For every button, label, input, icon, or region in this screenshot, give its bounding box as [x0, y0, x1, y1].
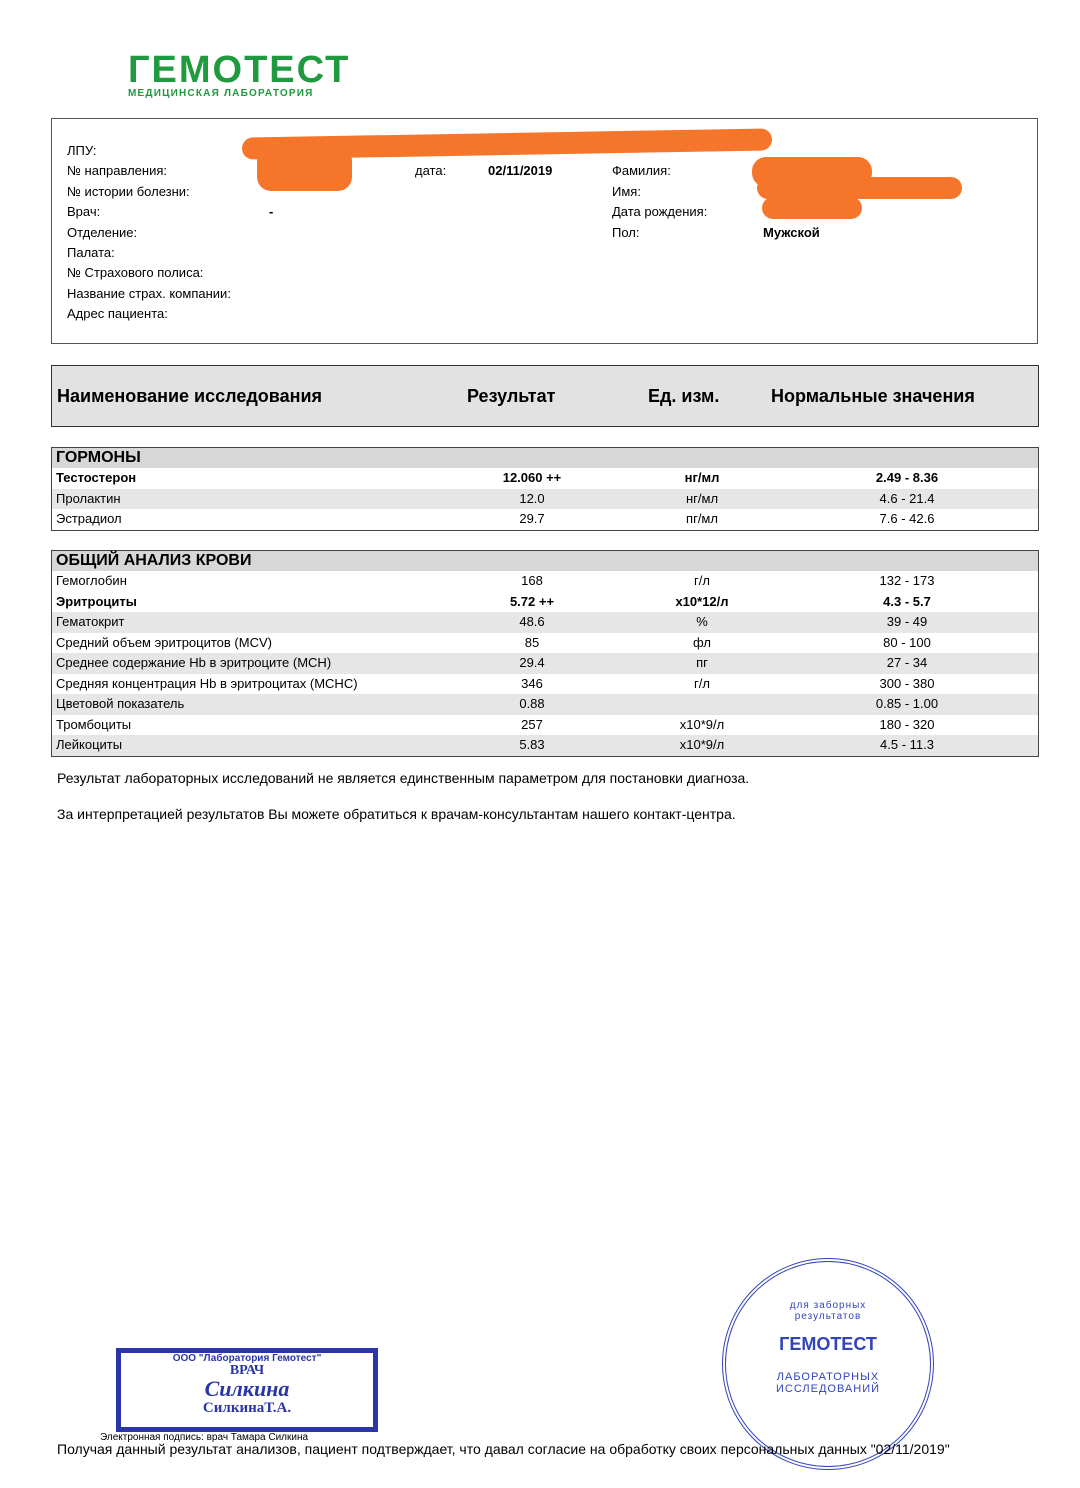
test-result: 29.4	[519, 655, 545, 670]
col-name-header: Наименование исследования	[57, 386, 323, 406]
doctor-label: Врач:	[67, 204, 101, 219]
col-result-header: Результат	[467, 386, 556, 406]
lab-round-stamp	[722, 1258, 934, 1470]
test-result: 257	[521, 716, 543, 732]
disclaimer-note: Результат лабораторных исследований не является единственным параметром для постановки диагноза.	[57, 770, 750, 786]
surname-label: Фамилия:	[612, 163, 671, 178]
consultation-note: За интерпретацией результатов Вы можете обратиться к врачам-консультантам нашего контакт-центра.	[57, 806, 736, 822]
policy-label: № Страхового полиса:	[67, 265, 204, 280]
stamp-line2: результатов	[794, 1311, 862, 1322]
test-unit: нг/мл	[684, 470, 720, 485]
table-row	[52, 633, 1038, 654]
test-result: 346	[521, 675, 543, 691]
test-unit: пг/мл	[686, 511, 718, 526]
test-result: 85	[524, 634, 540, 650]
test-norm: 4.3 - 5.7	[883, 593, 931, 609]
section-title: ОБЩИЙ АНАЛИЗ КРОВИ	[52, 551, 1038, 571]
test-unit: x10*9/л	[679, 716, 725, 732]
test-result: 5.83	[519, 737, 545, 752]
test-norm: 300 - 380	[879, 675, 935, 691]
test-name: Средний объем эритроцитов (MCV)	[56, 634, 272, 650]
name-label: Имя:	[612, 184, 641, 199]
insurer-label: Название страх. компании:	[67, 286, 231, 301]
test-result: 48.6	[519, 614, 545, 629]
stamp-line1: для заборных	[789, 1300, 867, 1311]
sex-value: Мужской	[763, 225, 820, 240]
section-blood-count	[51, 550, 1039, 757]
test-name: Эритроциты	[56, 593, 137, 609]
electronic-signature: Электронная подпись: врач Тамара Силкина	[100, 1432, 309, 1443]
test-unit: нг/мл	[685, 490, 719, 506]
test-norm: 0.85 - 1.00	[875, 696, 939, 711]
test-norm: 4.6 - 21.4	[879, 490, 935, 506]
stamp-doctor-name: СилкинаТ.А.	[202, 1400, 292, 1416]
table-row	[52, 489, 1038, 510]
consent-statement: Получая данный результат анализов, пациент подтверждает, что давал согласие на обработку своих персональных данных "02/11/2019"	[57, 1441, 950, 1457]
test-result: 5.72 ++	[509, 593, 555, 609]
test-norm: 4.5 - 11.3	[880, 737, 934, 752]
col-unit-header: Ед. изм.	[648, 386, 720, 406]
redaction-mark	[762, 197, 862, 219]
table-row	[52, 509, 1038, 530]
test-name: Средняя концентрация Hb в эритроцитах (MCHC)	[56, 675, 358, 691]
test-unit: г/л	[694, 675, 710, 691]
test-norm: 39 - 49	[886, 614, 928, 629]
test-result: 168	[521, 573, 543, 588]
test-name: Среднее содержание Hb в эритроците (MCH)	[56, 655, 332, 670]
test-name: Тромбоциты	[56, 716, 132, 732]
logo-title: ГЕМОТЕСТ	[128, 49, 351, 91]
results-table-header	[51, 365, 1039, 427]
test-name: Цветовой показатель	[56, 696, 185, 711]
signature: Силкина	[204, 1376, 290, 1401]
date-label: дата:	[415, 163, 447, 178]
table-row	[52, 653, 1038, 674]
stamp-brand: ГЕМОТЕСТ	[779, 1334, 877, 1354]
section-title: ГОРМОНЫ	[52, 448, 1038, 468]
col-norm-header: Нормальные значения	[771, 386, 975, 406]
test-unit: x10*9/л	[679, 737, 725, 752]
address-label: Адрес пациента:	[67, 306, 168, 321]
table-row	[52, 612, 1038, 633]
test-name: Гематокрит	[56, 614, 125, 629]
test-norm: 180 - 320	[879, 716, 935, 732]
doctor-stamp	[116, 1348, 378, 1432]
lab-logo	[128, 49, 351, 99]
test-norm: 132 - 173	[879, 573, 935, 588]
redaction-mark	[257, 147, 352, 191]
stamp-top-text: ООО "Лаборатория Гемотест"	[172, 1353, 322, 1364]
table-row	[52, 715, 1038, 736]
test-norm: 7.6 - 42.6	[879, 511, 935, 526]
stamp-line4: ИССЛЕДОВАНИЙ	[775, 1383, 881, 1395]
logo-subtitle: МЕДИЦИНСКАЯ ЛАБОРАТОРИЯ	[128, 88, 314, 99]
test-unit: г/л	[694, 573, 710, 588]
test-norm: 27 - 34	[886, 655, 928, 670]
lpu-label: ЛПУ:	[67, 143, 97, 158]
test-name: Лейкоциты	[56, 737, 123, 752]
test-name: Гемоглобин	[56, 573, 127, 588]
test-name: Эстрадиол	[56, 511, 122, 526]
test-result: 29.7	[519, 511, 545, 526]
doctor-value: -	[269, 204, 274, 219]
sex-label: Пол:	[612, 225, 640, 240]
table-row	[52, 674, 1038, 695]
ward-label: Палата:	[67, 245, 115, 260]
test-norm: 2.49 - 8.36	[875, 470, 939, 485]
patient-info-box	[51, 118, 1038, 344]
redaction-mark	[757, 177, 962, 199]
stamp-line3: ЛАБОРАТОРНЫХ	[776, 1371, 880, 1383]
stamp-role: ВРАЧ	[229, 1363, 265, 1378]
test-unit: x10*12/л	[675, 593, 729, 609]
test-unit: пг	[696, 655, 708, 670]
department-label: Отделение:	[67, 225, 138, 240]
test-result: 12.060 ++	[502, 470, 562, 485]
dob-label: Дата рождения:	[612, 204, 708, 219]
table-row	[52, 468, 1038, 489]
referral-label: № направления:	[67, 163, 167, 178]
section-hormones	[51, 447, 1039, 531]
history-label: № истории болезни:	[67, 184, 190, 199]
table-row	[52, 571, 1038, 592]
table-row	[52, 694, 1038, 715]
table-row	[52, 592, 1038, 613]
test-name: Пролактин	[56, 490, 121, 506]
test-result: 0.88	[519, 696, 545, 711]
test-unit: фл	[693, 634, 711, 650]
test-norm: 80 - 100	[883, 634, 931, 650]
test-unit: %	[696, 614, 708, 629]
date-value: 02/11/2019	[488, 163, 553, 178]
test-result: 12.0	[519, 490, 545, 506]
test-name: Тестостерон	[56, 470, 137, 485]
table-row	[52, 735, 1038, 756]
